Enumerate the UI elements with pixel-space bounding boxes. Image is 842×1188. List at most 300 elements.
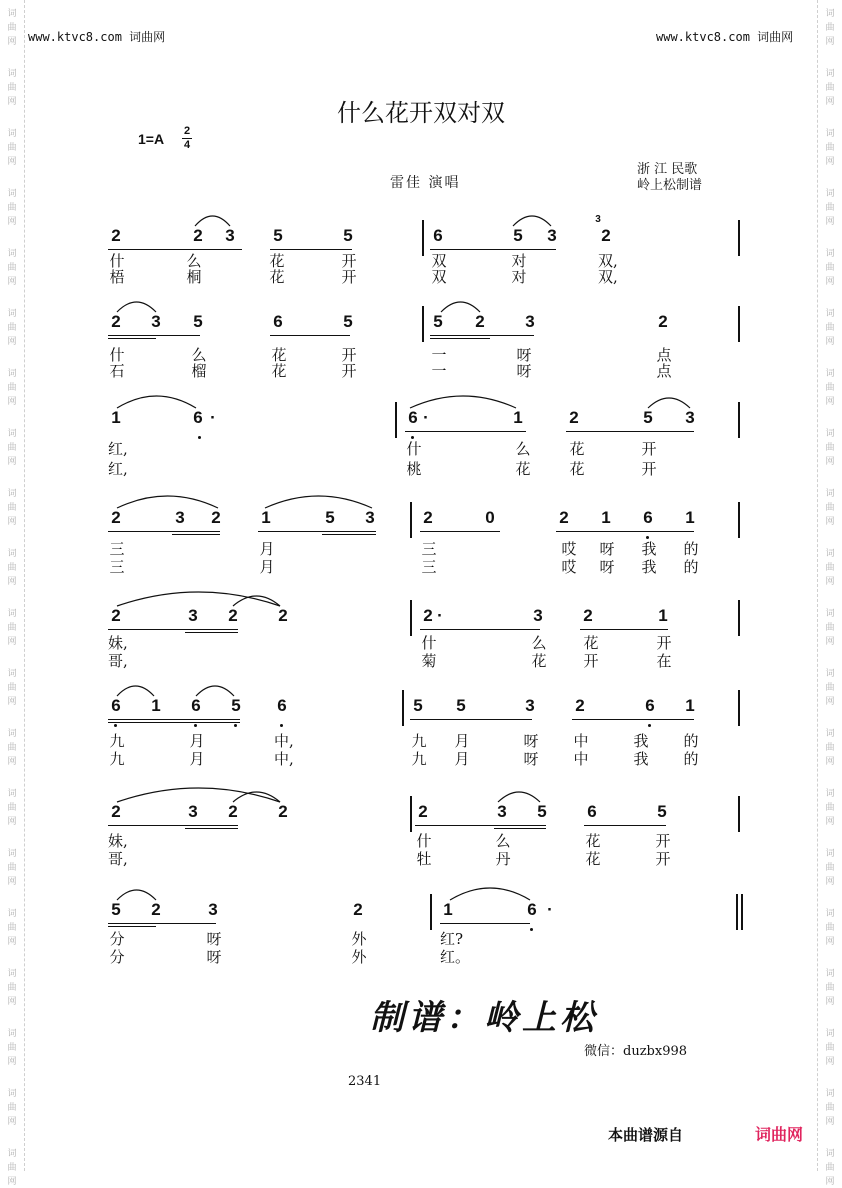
watermark-glyph: 词 — [7, 729, 17, 739]
slur-arc — [439, 300, 482, 314]
source-brand-link[interactable]: 词曲网 — [755, 1125, 804, 1144]
watermark-glyph: 曲 — [825, 83, 835, 93]
lyric-verse-1: 红? — [440, 930, 464, 948]
lyric-verse-2: 一 — [431, 362, 447, 380]
lyric-verse-2: 中 — [573, 750, 589, 768]
lyric-verse-2: 分 — [109, 948, 125, 966]
lyric-verse-2: 桐 — [186, 268, 202, 286]
lyric-verse-1: 外 — [351, 930, 367, 948]
note: 2 — [475, 312, 485, 331]
watermark-glyph: 曲 — [7, 863, 17, 873]
watermark-glyph: 曲 — [7, 263, 17, 273]
watermark-glyph: 网 — [7, 697, 17, 707]
lyric-verse-1: 双 — [431, 252, 447, 270]
note: 6 — [587, 802, 597, 821]
watermark-glyph: 词 — [825, 189, 835, 199]
watermark-glyph: 曲 — [825, 323, 835, 333]
beam-line — [108, 722, 240, 723]
lyric-verse-1: 什 — [406, 440, 422, 458]
watermark-glyph: 网 — [7, 157, 17, 167]
watermark-glyph: 网 — [7, 577, 17, 587]
watermark-glyph: 网 — [7, 937, 17, 947]
watermark-glyph: 词 — [825, 789, 835, 799]
watermark-glyph: 曲 — [825, 383, 835, 393]
lyric-verse-1: 开 — [656, 634, 672, 652]
bar-line — [736, 894, 738, 930]
note: 6 — [191, 696, 201, 715]
watermark-glyph: 词 — [7, 309, 17, 319]
slur-arc — [231, 594, 282, 608]
note: 2 — [569, 408, 579, 427]
watermark-glyph: 网 — [7, 37, 17, 47]
watermark-glyph: 曲 — [825, 1103, 835, 1113]
slur-arc — [193, 214, 232, 228]
lyric-verse-1: 一 — [431, 346, 447, 364]
note: 2 — [193, 226, 203, 245]
page-number: 2341 — [348, 1074, 382, 1089]
lyric-verse-1: 开 — [655, 832, 671, 850]
lyric-verse-1: 么 — [186, 252, 202, 270]
note: 5 — [643, 408, 653, 427]
left-watermark-strip — [0, 0, 25, 1187]
watermark-glyph: 曲 — [7, 23, 17, 33]
lyric-verse-2: 花 — [271, 362, 287, 380]
lyric-verse-2: 哥, — [108, 652, 128, 670]
beam-line — [108, 249, 242, 250]
lyric-verse-2: 榴 — [191, 362, 207, 380]
note: 2 — [111, 508, 121, 527]
lyric-verse-2: 开 — [641, 460, 657, 478]
watermark-glyph: 网 — [7, 517, 17, 527]
header-left-url[interactable]: www.ktvc8.com 词曲网 — [28, 30, 166, 44]
octave-dot — [198, 436, 201, 439]
note: 2 — [111, 312, 121, 331]
note: · — [437, 606, 443, 625]
watermark-glyph: 曲 — [7, 83, 17, 93]
note: 2 — [228, 802, 238, 821]
lyric-verse-2: 呀 — [516, 362, 532, 380]
beam-line — [185, 632, 238, 633]
lyric-verse-2: 呀 — [523, 750, 539, 768]
lyric-verse-2: 在 — [656, 652, 672, 670]
note: 2 — [211, 508, 221, 527]
lyric-verse-2: 三 — [421, 558, 437, 576]
note: 3 — [365, 508, 375, 527]
lyric-verse-1: 点 — [656, 346, 672, 364]
octave-dot — [194, 724, 197, 727]
lyric-verse-2: 开 — [341, 268, 357, 286]
watermark-glyph: 曲 — [825, 863, 835, 873]
watermark-glyph: 网 — [825, 397, 835, 407]
note: 1 — [443, 900, 453, 919]
watermark-glyph: 曲 — [7, 743, 17, 753]
beam-line — [108, 531, 220, 532]
credit-line-1: 浙 江 民歌 — [637, 162, 698, 177]
slur-arc — [511, 214, 553, 228]
lyric-verse-2: 双, — [598, 268, 618, 286]
note: 5 — [193, 312, 203, 331]
bar-line — [738, 402, 740, 438]
slur-arc — [496, 790, 542, 804]
beam-line — [430, 249, 556, 250]
note: 6 — [277, 696, 287, 715]
beam-line — [430, 338, 490, 339]
bar-line — [738, 690, 740, 726]
lyric-verse-2: 梧 — [109, 268, 125, 286]
beam-line — [322, 534, 376, 535]
octave-dot — [114, 724, 117, 727]
lyric-verse-1: 月 — [454, 732, 470, 750]
note: 5 — [413, 696, 423, 715]
watermark-glyph: 曲 — [825, 923, 835, 933]
watermark-glyph: 曲 — [825, 23, 835, 33]
note: 0 — [485, 508, 495, 527]
header-right-url[interactable]: www.ktvc8.com 词曲网 — [656, 30, 794, 44]
watermark-glyph: 网 — [7, 337, 17, 347]
watermark-glyph: 词 — [7, 1089, 17, 1099]
beam-line — [410, 719, 532, 720]
lyric-verse-2: 桃 — [406, 460, 422, 478]
lyric-verse-2: 的 — [683, 558, 699, 576]
note: 6 — [645, 696, 655, 715]
lyric-verse-1: 红, — [108, 440, 128, 458]
watermark-glyph: 词 — [825, 669, 835, 679]
note: 1 — [685, 508, 695, 527]
watermark-glyph: 词 — [7, 969, 17, 979]
watermark-glyph: 词 — [7, 369, 17, 379]
beam-line — [584, 825, 666, 826]
slur-arc — [448, 886, 532, 902]
watermark-glyph: 曲 — [7, 683, 17, 693]
note: 3 — [497, 802, 507, 821]
watermark-glyph: 词 — [825, 1089, 835, 1099]
slur-arc — [115, 494, 220, 510]
slur-arc — [115, 684, 156, 698]
bar-line — [430, 894, 432, 930]
bar-line — [395, 402, 397, 438]
lyric-verse-2: 丹 — [495, 850, 511, 868]
time-bottom: 4 — [183, 139, 191, 151]
lyric-verse-2: 呀 — [599, 558, 615, 576]
lyric-verse-1: 什 — [109, 252, 125, 270]
watermark-glyph: 词 — [7, 129, 17, 139]
note: 1 — [513, 408, 523, 427]
lyric-verse-2: 开 — [341, 362, 357, 380]
beam-line — [108, 825, 238, 826]
beam-line — [415, 825, 546, 826]
lyric-verse-2: 月 — [454, 750, 470, 768]
beam-line — [420, 531, 500, 532]
slur-arc — [115, 300, 158, 314]
note: 1 — [151, 696, 161, 715]
lyric-verse-1: 我 — [641, 540, 657, 558]
watermark-glyph: 词 — [825, 609, 835, 619]
watermark-glyph: 词 — [825, 129, 835, 139]
watermark-glyph: 词 — [7, 909, 17, 919]
beam-line — [405, 431, 526, 432]
bar-line — [738, 306, 740, 342]
watermark-glyph: 曲 — [825, 143, 835, 153]
bar-line — [738, 502, 740, 538]
lyric-verse-1: 九 — [411, 732, 427, 750]
beam-line — [185, 828, 238, 829]
lyric-verse-1: 么 — [515, 440, 531, 458]
watermark-glyph: 网 — [7, 1057, 17, 1067]
bar-line — [410, 600, 412, 636]
watermark-glyph: 网 — [825, 1177, 835, 1187]
note: 2 — [423, 606, 433, 625]
bar-line — [410, 502, 412, 538]
note: 5 — [231, 696, 241, 715]
watermark-glyph: 网 — [825, 757, 835, 767]
watermark-glyph: 网 — [7, 817, 17, 827]
lyric-verse-1: 什 — [109, 346, 125, 364]
note: 5 — [537, 802, 547, 821]
watermark-glyph: 网 — [825, 697, 835, 707]
slur-arc — [115, 888, 158, 902]
watermark-glyph: 词 — [7, 189, 17, 199]
watermark-glyph: 曲 — [7, 1163, 17, 1173]
watermark-glyph: 网 — [825, 457, 835, 467]
watermark-glyph: 网 — [7, 637, 17, 647]
watermark-glyph: 词 — [7, 249, 17, 259]
note: 6 — [408, 408, 418, 427]
bar-line — [422, 306, 424, 342]
lyric-verse-2: 开 — [583, 652, 599, 670]
note: 2 — [278, 802, 288, 821]
watermark-glyph: 词 — [7, 1149, 17, 1159]
lyric-verse-2: 中, — [274, 750, 294, 768]
watermark-glyph: 词 — [7, 489, 17, 499]
note: 5 — [343, 226, 353, 245]
beam-line — [556, 531, 694, 532]
watermark-glyph: 网 — [7, 217, 17, 227]
lyric-verse-2: 花 — [585, 850, 601, 868]
singer-credit: 雷佳 演唱 — [390, 175, 461, 191]
song-title: 什么花开双对双 — [337, 99, 505, 127]
beam-line — [108, 629, 238, 630]
lyric-verse-2: 花 — [569, 460, 585, 478]
bar-line — [738, 220, 740, 256]
lyric-verse-1: 三 — [421, 540, 437, 558]
note: 1 — [658, 606, 668, 625]
lyric-verse-1: 哎 — [561, 540, 577, 558]
watermark-glyph: 曲 — [825, 203, 835, 213]
watermark-glyph: 词 — [825, 309, 835, 319]
beam-line — [572, 719, 694, 720]
note: 1 — [601, 508, 611, 527]
time-signature — [182, 126, 192, 151]
watermark-glyph: 网 — [7, 1177, 17, 1187]
note: 6 — [643, 508, 653, 527]
note: 3 — [188, 606, 198, 625]
watermark-glyph: 网 — [825, 817, 835, 827]
note: 2 — [111, 802, 121, 821]
lyric-verse-1: 开 — [341, 346, 357, 364]
composer-credit — [637, 162, 702, 194]
watermark-glyph: 网 — [825, 217, 835, 227]
lyric-verse-1: 的 — [683, 540, 699, 558]
note: 3 — [151, 312, 161, 331]
lyric-verse-2: 花 — [269, 268, 285, 286]
watermark-glyph: 词 — [7, 849, 17, 859]
watermark-glyph: 词 — [825, 909, 835, 919]
lyric-verse-2: 我 — [633, 750, 649, 768]
beam-line — [258, 531, 376, 532]
note: 2 — [575, 696, 585, 715]
watermark-glyph: 网 — [825, 277, 835, 287]
lyric-verse-1: 什 — [421, 634, 437, 652]
watermark-glyph: 曲 — [7, 923, 17, 933]
lyric-verse-1: 呀 — [206, 930, 222, 948]
watermark-glyph: 网 — [7, 877, 17, 887]
octave-dot — [648, 724, 651, 727]
note: 3 — [175, 508, 185, 527]
lyric-verse-1: 开 — [341, 252, 357, 270]
watermark-glyph: 网 — [825, 97, 835, 107]
beam-line — [172, 534, 220, 535]
lyric-verse-2: 红。 — [440, 948, 471, 966]
lyric-verse-1: 三 — [109, 540, 125, 558]
note: 3 — [685, 408, 695, 427]
note: 6 — [273, 312, 283, 331]
note: 3 — [547, 226, 557, 245]
lyric-verse-2: 菊 — [421, 652, 437, 670]
beam-line — [108, 719, 240, 720]
watermark-glyph: 词 — [825, 1149, 835, 1159]
source-label: 本曲谱源自 — [608, 1126, 684, 1144]
note: 2 — [111, 606, 121, 625]
lyric-verse-1: 么 — [531, 634, 547, 652]
bar-line — [738, 600, 740, 636]
watermark-glyph: 词 — [7, 1029, 17, 1039]
lyric-verse-2: 开 — [655, 850, 671, 868]
watermark-glyph: 网 — [825, 157, 835, 167]
bar-line — [738, 796, 740, 832]
watermark-glyph: 词 — [825, 9, 835, 19]
lyric-verse-2: 牡 — [416, 850, 432, 868]
lyric-verse-2: 九 — [109, 750, 125, 768]
note: 3 — [533, 606, 543, 625]
octave-dot — [280, 724, 283, 727]
lyric-verse-1: 花 — [569, 440, 585, 458]
watermark-glyph: 曲 — [825, 623, 835, 633]
watermark-glyph: 网 — [825, 1117, 835, 1127]
watermark-glyph: 曲 — [825, 1163, 835, 1173]
note: 3 — [208, 900, 218, 919]
watermark-glyph: 词 — [825, 1029, 835, 1039]
credit-line-2: 岭上松制谱 — [637, 178, 703, 193]
note: 6 — [527, 900, 537, 919]
watermark-glyph: 曲 — [7, 143, 17, 153]
watermark-glyph: 曲 — [825, 443, 835, 453]
note: 2 — [583, 606, 593, 625]
lyric-verse-2: 我 — [641, 558, 657, 576]
watermark-glyph: 词 — [7, 789, 17, 799]
lyric-verse-1: 对 — [511, 252, 527, 270]
watermark-glyph: 曲 — [7, 443, 17, 453]
key-signature: 1=A — [138, 131, 165, 147]
watermark-glyph: 词 — [825, 729, 835, 739]
watermark-glyph: 词 — [825, 69, 835, 79]
lyric-verse-2: 对 — [511, 268, 527, 286]
watermark-glyph: 词 — [7, 429, 17, 439]
lyric-verse-2: 石 — [109, 362, 125, 380]
lyric-verse-2: 花 — [531, 652, 547, 670]
watermark-glyph: 词 — [7, 69, 17, 79]
beam-line — [566, 431, 694, 432]
slur-arc — [263, 494, 374, 510]
watermark-glyph: 网 — [825, 37, 835, 47]
wechat-id: 微信：duzbx998 — [584, 1044, 688, 1059]
note: 6 — [111, 696, 121, 715]
lyric-verse-2: 哥, — [108, 850, 128, 868]
watermark-glyph: 网 — [825, 337, 835, 347]
beam-line — [430, 335, 534, 336]
lyric-verse-2: 月 — [189, 750, 205, 768]
beam-line — [494, 828, 546, 829]
slur-arc — [194, 684, 236, 698]
bar-line — [422, 220, 424, 256]
note: · — [210, 408, 216, 427]
note: 3 — [525, 696, 535, 715]
watermark-glyph: 曲 — [7, 203, 17, 213]
note: 2 — [423, 508, 433, 527]
watermark-glyph: 词 — [7, 549, 17, 559]
beam-line — [108, 926, 156, 927]
lyric-verse-2: 点 — [656, 362, 672, 380]
note: 6 — [433, 226, 443, 245]
watermark-glyph: 词 — [7, 669, 17, 679]
note: 5 — [325, 508, 335, 527]
lyric-verse-1: 月 — [259, 540, 275, 558]
note: 5 — [273, 226, 283, 245]
time-top: 2 — [183, 125, 191, 137]
watermark-glyph: 曲 — [825, 263, 835, 273]
lyric-verse-2: 的 — [683, 750, 699, 768]
watermark-glyph: 词 — [825, 429, 835, 439]
lyric-verse-1: 中 — [573, 732, 589, 750]
lyric-verse-1: 的 — [683, 732, 699, 750]
bar-line — [402, 690, 404, 726]
watermark-glyph: 网 — [7, 277, 17, 287]
lyric-verse-1: 我 — [633, 732, 649, 750]
slur-arc — [231, 790, 282, 804]
watermark-glyph: 曲 — [825, 803, 835, 813]
lyric-verse-1: 呀 — [599, 540, 615, 558]
bar-line — [741, 894, 743, 930]
note: 2 — [278, 606, 288, 625]
note: 5 — [657, 802, 667, 821]
note: 3 — [525, 312, 535, 331]
watermark-glyph: 词 — [7, 609, 17, 619]
note: 5 — [343, 312, 353, 331]
lyric-verse-1: 么 — [191, 346, 207, 364]
lyric-verse-2: 九 — [411, 750, 427, 768]
watermark-glyph: 网 — [7, 757, 17, 767]
note: 2 — [228, 606, 238, 625]
watermark-glyph: 网 — [825, 577, 835, 587]
slur-arc — [646, 396, 692, 410]
note: · — [547, 900, 553, 919]
lyric-verse-1: 花 — [583, 634, 599, 652]
lyric-verse-1: 花 — [585, 832, 601, 850]
beam-line — [270, 335, 350, 336]
note: 1 — [261, 508, 271, 527]
lyric-verse-1: 九 — [109, 732, 125, 750]
watermark-glyph: 曲 — [825, 1043, 835, 1053]
lyric-verse-1: 花 — [271, 346, 287, 364]
